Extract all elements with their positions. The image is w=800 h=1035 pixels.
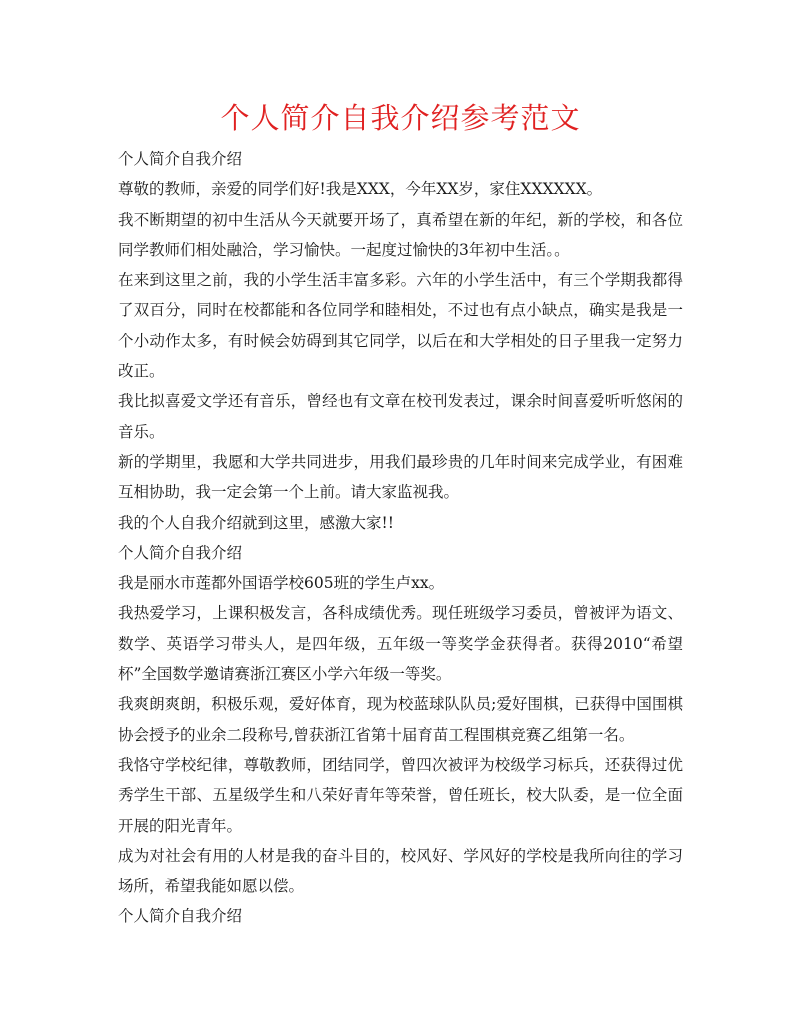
document-page [118,98,683,932]
section-heading: 个人简介自我介绍 [118,543,243,562]
paragraph: 我的个人自我介绍就到这里，感激大家!! [118,513,394,532]
paragraph: 我不断期望的初中生活从今天就要开场了，真希望在新的年纪，新的学校，和各位同学教师们相处融洽，学习愉快。一起度过愉快的3年初中生活。。 [118,210,683,259]
paragraph: 在来到这里之前，我的小学生活丰富多彩。六年的小学生活中，有三个学期我都得了双百分，同时在校都能和各位同学和睦相处，不过也有点小缺点，确实是我是一个小动作太多，有时候会妨碍到其它同学，以后在和大学相处的日子里我一定努力改正。 [118,271,683,381]
paragraph: 我恪守学校纪律，尊敬教师，团结同学，曾四次被评为校级学习标兵，还获得过优秀学生干部、五星级学生和八荣好青年等荣誉，曾任班长，校大队委，是一位全面开展的阳光青年。 [118,755,683,835]
paragraph: 我是丽水市莲都外国语学校605班的学生卢xx。 [118,574,445,593]
paragraph: 我爽朗爽朗，积极乐观，爱好体育，现为校蓝球队队员;爱好围棋，已获得中国围棋协会授予的业余二段称号,曾获浙江省第十届育苗工程围棋竞赛乙组第一名。 [118,695,683,744]
paragraph: 我比拟喜爱文学还有音乐，曾经也有文章在校刊发表过，课余时间喜爱听听悠闲的音乐。 [118,392,683,441]
paragraph: 成为对社会有用的人材是我的奋斗目的，校风好、学风好的学校是我所向往的学习场所，希望我能如愿以偿。 [118,846,683,896]
paragraph: 尊敬的教师，亲爱的同学们好!我是XXX，今年XX岁，家住XXXXXX。 [118,180,603,199]
paragraph: 新的学期里，我愿和大学共同进步，用我们最珍贵的几年时间来完成学业，有困难互相协助，我一定会第一个上前。请大家监视我。 [118,452,683,502]
document-title: 个人简介自我介绍参考范文 [220,101,581,135]
section-heading: 个人简介自我介绍 [118,907,243,926]
paragraph: 我热爱学习，上课积极发言，各科成绩优秀。现任班级学习委员，曾被评为语文、数学、英语学习带头人，是四年级，五年级一等奖学金获得者。获得2010“希望杯”全国数学邀请赛浙江赛区小学六年级一等奖。 [118,604,683,684]
section-heading: 个人简介自我介绍 [118,150,243,168]
